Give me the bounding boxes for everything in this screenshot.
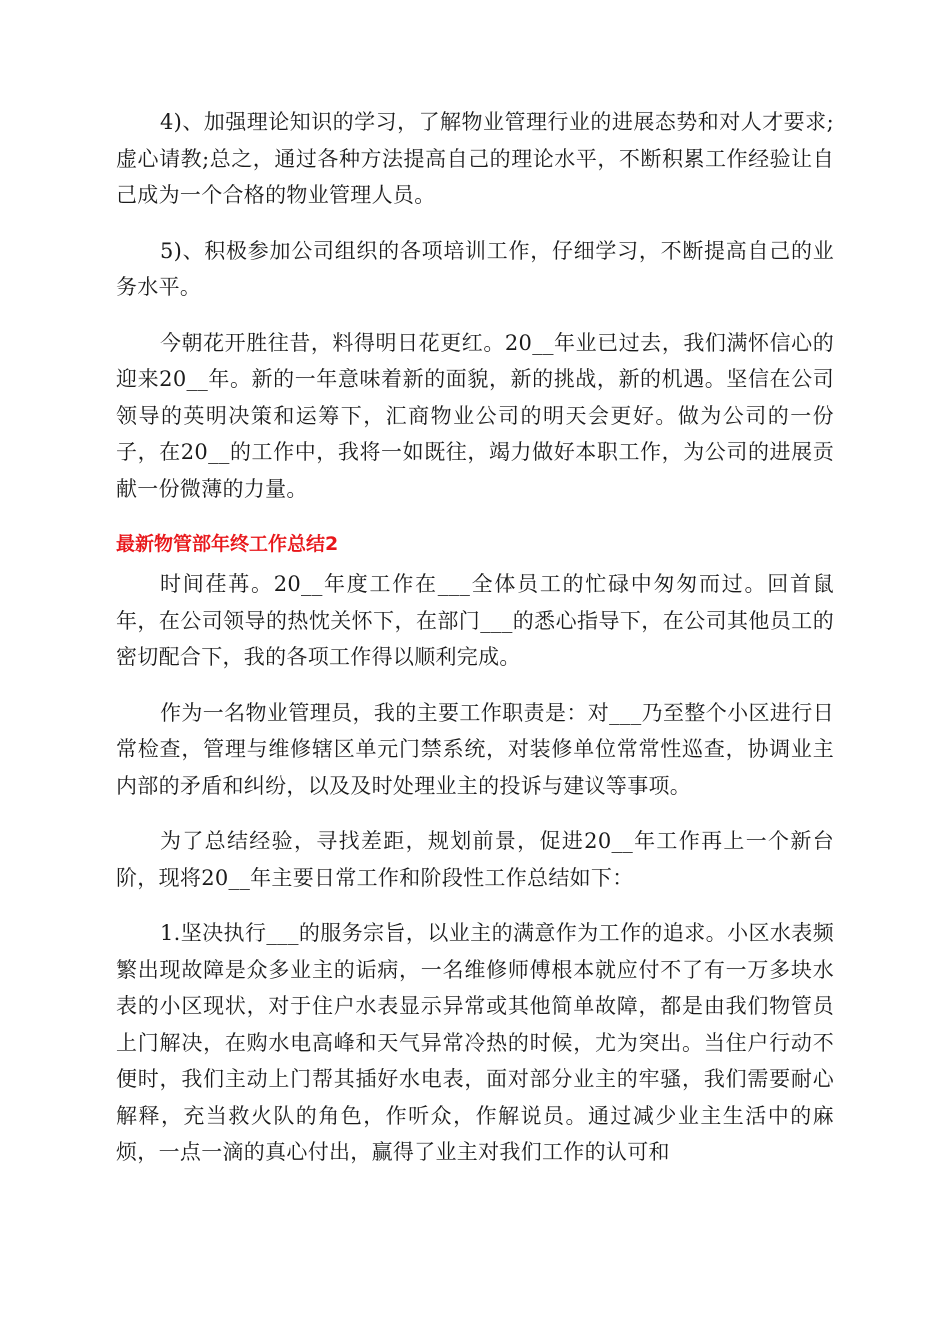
document-page [116,104,834,1190]
section-heading: 最新物管部年终工作总结2 [116,533,339,555]
paragraph-summary-lead: 为了总结经验，寻找差距，规划前景，促进20__年工作再上一个新台阶，现将20__年主要日常工作和阶段性工作总结如下： [116,829,834,890]
paragraph-intro: 时间荏苒。20__年度工作在___全体员工的忙碌中匆匆而过。回首鼠年，在公司领导的热忱关怀下，在部门___的悉心指导下，在公司其他员工的密切配合下，我的各项工作得以顺利完成。 [116,572,834,669]
paragraph-item-4: 4)、加强理论知识的学习，了解物业管理行业的进展态势和对人才要求;虚心请教;总之，通过各种方法提高自己的理论水平，不断积累工作经验让自己成为一个合格的物业管理人员。 [116,110,834,207]
paragraph-duties: 作为一名物业管理员，我的主要工作职责是：对___乃至整个小区进行日常检查，管理与维修辖区单元门禁系统，对装修单位常常性巡查，协调业主内部的矛盾和纠纷，以及及时处理业主的投诉与建议等事项。 [116,700,834,798]
paragraph-closing: 今朝花开胜往昔，料得明日花更红。20__年业已过去，我们满怀信心的迎来20__年。新的一年意味着新的面貌，新的挑战，新的机遇。坚信在公司领导的英明决策和运筹下，汇商物业公司的明天会更好。做为公司的一份子，在20__的工作中，我将一如既往，竭力做好本职工作，为公司的进展贡献一份微薄的力量。 [116,330,834,501]
paragraph-point-1: 1.坚决执行___的服务宗旨，以业主的满意作为工作的追求。小区水表频繁出现故障是众多业主的诟病，一名维修师傅根本就应付不了有一万多块水表的小区现状，对于住户水表显示异常或其他简单故障，都是由我们物管员上门解决，在购水电高峰和天气异常冷热的时候，尤为突出。当住户行动不便时，我们主动上门帮其插好水电表，面对部分业主的牢骚，我们需要耐心解释，充当救火队的角色，作听众，作解说员。通过减少业主生活中的麻烦，一点一滴的真心付出，赢得了业主对我们工作的认可和 [116,921,834,1164]
paragraph-item-5: 5)、积极参加公司组织的各项培训工作，仔细学习，不断提高自己的业务水平。 [116,238,834,299]
